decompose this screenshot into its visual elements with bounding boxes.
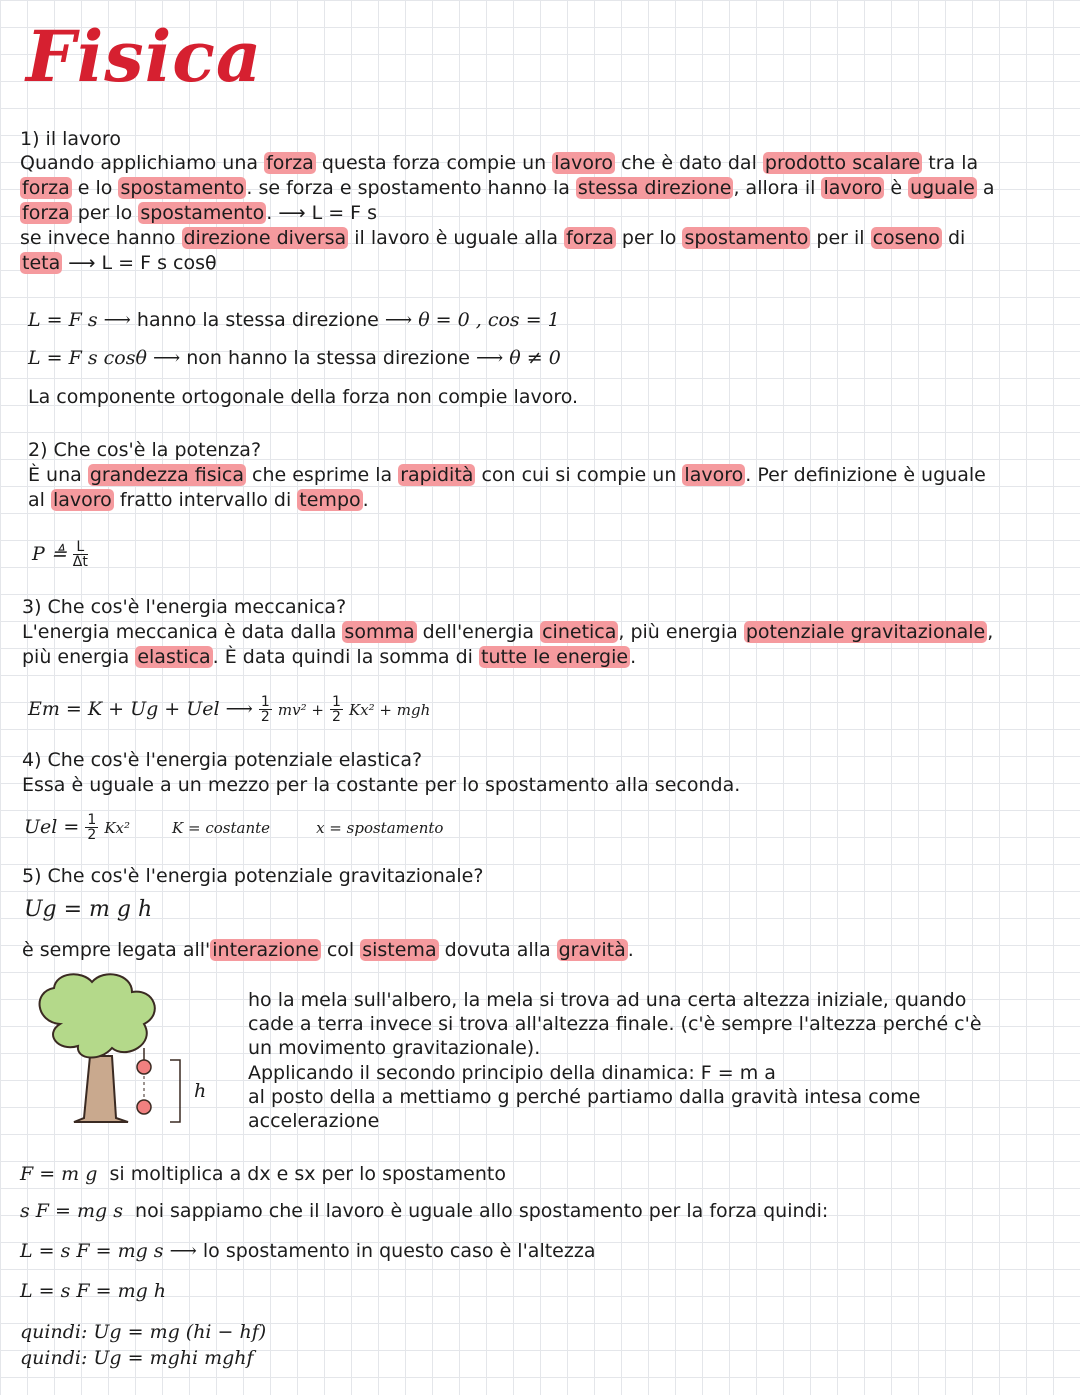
section-3-line-2: più energia elastica . È data quindi la somma di tutte le energie .: [22, 646, 637, 668]
section-4-heading: 4) Che cos'è l'energia potenziale elastica?: [22, 749, 423, 771]
section-5-line-1: è sempre legata all' interazione col sistema dovuta alla gravità .: [22, 939, 634, 961]
apple-tree-illustration: [20, 972, 230, 1132]
formula-mechanical-energy: Em = K + Ug + Uel ⟶ $\frac{1}{2}$ mv² + $\frac{1}{2}$ Kx² + mgh: [28, 694, 431, 725]
apple-bottom: [137, 1100, 151, 1114]
section-1-heading: 1) il lavoro: [20, 128, 121, 150]
apple-paragraph-line-6: accelerazione: [248, 1110, 380, 1132]
section-4-line-1: Essa è uguale a un mezzo per la costante per lo spostamento alla seconda.: [22, 774, 741, 796]
tree-crown: [40, 974, 155, 1057]
section-2-heading: 2) Che cos'è la potenza?: [28, 439, 262, 461]
apple-paragraph-line-2: cade a terra invece si trova all'altezza finale. (c'è sempre l'altezza perché c'è: [248, 1013, 982, 1035]
section-2-line-2: al lavoro fratto intervallo di tempo .: [28, 489, 369, 511]
apple-paragraph-line-4: Applicando il secondo principio della dinamica: F = m a: [248, 1062, 776, 1084]
section-3-heading: 3) Che cos'è l'energia meccanica?: [22, 596, 347, 618]
apple-paragraph-line-3: un movimento gravitazionale).: [248, 1037, 541, 1059]
derivation-step-2: s F = mg s noi sappiamo che il lavoro è uguale allo spostamento per la forza quindi:: [20, 1200, 829, 1222]
derivation-step-6: quindi: Ug = mghi mghf: [20, 1347, 254, 1369]
section-1-line-5: teta ⟶ L = F s cosθ: [22, 252, 217, 274]
page-title: Fisica: [26, 15, 263, 98]
formula-gravitational-energy: Ug = m g h: [24, 897, 153, 922]
section-1-line-2: forza e lo spostamento . se forza e spostamento hanno la stessa direzione , allora il lavoro è uguale a: [22, 177, 995, 199]
formula-power: P ≜ $\frac{L}{\Delta t}$: [32, 539, 88, 570]
apple-paragraph-line-5: al posto della a mettiamo g perché partiamo dalla gravità intesa come: [248, 1086, 921, 1108]
tree-trunk: [74, 1056, 128, 1122]
formula-same-direction: L = F s ⟶ hanno la stessa direzione ⟶ θ = 0 , cos = 1: [28, 309, 560, 331]
derivation-step-5: quindi: Ug = mg (hi − hf): [20, 1321, 267, 1343]
height-bracket: [170, 1060, 180, 1122]
height-label: h: [194, 1080, 207, 1102]
derivation-step-4: L = s F = mg h: [20, 1280, 167, 1302]
section-3-line-1: L'energia meccanica è data dalla somma dell'energia cinetica , più energia potenziale gravitazionale ,: [22, 621, 994, 643]
derivation-step-3: L = s F = mg s ⟶ lo spostamento in questo caso è l'altezza: [20, 1240, 596, 1262]
section-1-line-1: Quando applichiamo una forza questa forza compie un lavoro che è dato dal prodotto scalare tra la: [20, 152, 979, 174]
section-1-line-3: forza per lo spostamento . ⟶ L = F s: [22, 202, 378, 224]
formula-different-direction: L = F s cosθ ⟶ non hanno la stessa direzione ⟶ θ ≠ 0: [28, 347, 561, 369]
apple-paragraph-line-1: ho la mela sull'albero, la mela si trova ad una certa altezza iniziale, quando: [248, 989, 967, 1011]
apple-top: [137, 1060, 151, 1074]
section-1-note: La componente ortogonale della forza non compie lavoro.: [28, 386, 579, 408]
formula-elastic-energy: Uel = $\frac{1}{2}$ Kx² K = costante x = spostamento: [24, 812, 444, 843]
section-2-line-1: È una grandezza fisica che esprime la rapidità con cui si compie un lavoro . Per definizione è uguale: [28, 464, 986, 486]
derivation-step-1: F = m g si moltiplica a dx e sx per lo spostamento: [20, 1163, 506, 1185]
section-1-line-4: se invece hanno direzione diversa il lavoro è uguale alla forza per lo spostamento per il coseno di: [20, 227, 966, 249]
section-5-heading: 5) Che cos'è l'energia potenziale gravitazionale?: [22, 865, 484, 887]
